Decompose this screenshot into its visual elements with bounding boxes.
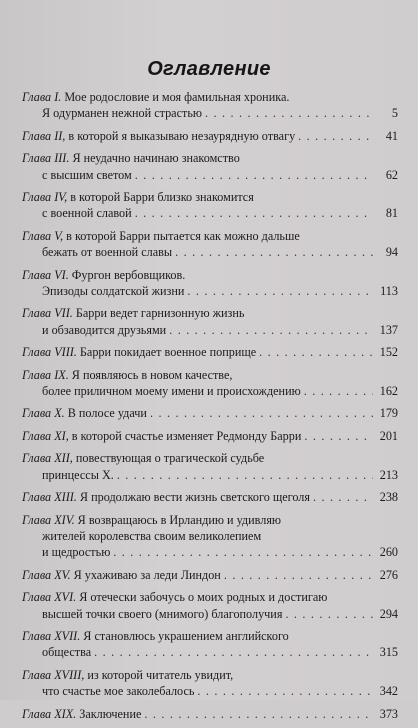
toc-entry <box>22 405 398 421</box>
toc-entry-line <box>22 89 398 105</box>
chapter-label: Глава VII. <box>22 306 73 321</box>
page-number: 342 <box>379 684 398 699</box>
chapter-label: Глава XI, <box>22 428 69 443</box>
toc-entry-last-line <box>22 205 398 221</box>
page-title: Оглавление <box>147 58 271 80</box>
toc-entry-text <box>42 322 166 338</box>
page-number: 152 <box>379 345 398 360</box>
chapter-title-text: что счастье мое заколебалось <box>42 684 195 699</box>
chapter-label: Глава XII, <box>22 451 73 466</box>
chapter-label: Глава V, <box>22 228 64 243</box>
toc-entry-last-line <box>22 344 398 360</box>
toc-entry-text <box>22 668 233 682</box>
toc-entry <box>22 305 398 338</box>
chapter-title-text: принцессы Х. <box>42 467 114 482</box>
toc-entry-line <box>22 667 398 683</box>
dot-leader <box>94 644 373 660</box>
page-number: 137 <box>379 322 398 337</box>
page-number: 5 <box>391 106 398 121</box>
chapter-title-text: из которой читатель увидит, <box>87 667 234 682</box>
toc-entry-last-line <box>22 683 398 699</box>
toc-entry-text <box>22 489 310 505</box>
toc-entry-line <box>22 150 398 166</box>
toc-entry-last-line <box>22 428 398 444</box>
toc-entry-text <box>22 368 232 382</box>
toc-entry-text <box>22 405 147 421</box>
chapter-title-text: в которой счастье изменяет Редмонду Барри <box>71 428 302 443</box>
toc-entry-line <box>22 228 398 244</box>
toc-entry-text <box>42 544 110 560</box>
toc-entry-last-line <box>22 283 398 299</box>
toc-entry <box>22 589 398 622</box>
chapter-title-text: Барри ведет гарнизонную жизнь <box>75 306 245 321</box>
dot-leader <box>187 283 373 299</box>
dot-leader <box>144 706 373 722</box>
chapter-label: Глава XVI. <box>22 590 77 605</box>
dot-leader <box>259 344 373 360</box>
chapter-title-text: Заключение <box>79 706 142 721</box>
chapter-title-text: Эпизоды солдатской жизни <box>42 283 185 298</box>
chapter-label: Глава IV, <box>22 190 68 205</box>
toc-entry-text <box>42 105 202 121</box>
toc-entry-last-line <box>22 405 398 421</box>
dot-leader <box>113 544 373 560</box>
dot-leader <box>135 167 373 183</box>
page-number: 113 <box>380 283 398 298</box>
toc-entry-text <box>22 151 240 165</box>
toc-entry <box>22 667 398 700</box>
page-number: 179 <box>379 406 398 421</box>
table-of-contents <box>22 89 398 728</box>
page-number: 373 <box>379 706 398 721</box>
toc-entry-text <box>22 229 300 243</box>
toc-entry <box>22 267 398 300</box>
chapter-title-text: Барри покидает военное поприще <box>79 345 257 360</box>
toc-entry <box>22 228 398 261</box>
toc-entry <box>22 567 398 583</box>
toc-entry-text <box>22 567 221 583</box>
toc-entry-text <box>22 268 185 282</box>
toc-entry-text <box>42 606 282 622</box>
chapter-label: Глава XIII. <box>22 490 77 505</box>
toc-entry-last-line <box>22 606 398 622</box>
chapter-label: Глава III. <box>22 151 70 166</box>
toc-entry-last-line <box>22 644 398 660</box>
toc-entry <box>22 628 398 661</box>
toc-entry-last-line <box>22 567 398 583</box>
chapter-title-text: в которой я выказываю незаурядную отвагу <box>68 128 296 143</box>
chapter-title-text: В полосе удачи <box>67 406 147 421</box>
toc-entry-text <box>42 283 184 299</box>
dot-leader <box>135 205 373 221</box>
toc-entry-text <box>42 683 194 699</box>
chapter-title-text: с высшим светом <box>42 167 132 182</box>
toc-entry-text <box>42 644 91 660</box>
chapter-label: Глава II, <box>22 128 66 143</box>
chapter-title-text: с военной славой <box>42 206 132 221</box>
toc-entry-line <box>22 628 398 644</box>
toc-entry-text <box>42 244 172 260</box>
toc-entry <box>22 489 398 505</box>
page-number: 41 <box>385 128 398 143</box>
page-number: 315 <box>379 645 398 660</box>
toc-entry-text <box>22 706 141 722</box>
chapter-title-text: в которой Барри близко знакомится <box>70 190 254 205</box>
toc-entry <box>22 512 398 561</box>
toc-entry-text <box>42 167 132 183</box>
page-number: 81 <box>385 206 398 221</box>
chapter-title-text: повествующая о трагической судьбе <box>75 451 265 466</box>
page-number: 94 <box>385 245 398 260</box>
dot-leader <box>224 567 373 583</box>
chapter-title-text: Я неудачно начинаю знакомство <box>72 151 240 166</box>
dot-leader <box>205 105 373 121</box>
toc-entry-line <box>22 189 398 205</box>
toc-entry-text <box>22 344 256 360</box>
chapter-label: Глава XIV. <box>22 512 75 527</box>
toc-entry-line <box>22 267 398 283</box>
toc-entry-line <box>22 528 398 544</box>
chapter-title-text: жителей королевства своим великолепием <box>42 528 262 543</box>
toc-entry-last-line <box>22 244 398 260</box>
chapter-title-text: Я становлюсь украшением английского <box>83 629 289 644</box>
toc-entry-last-line <box>22 467 398 483</box>
chapter-title-text: Я возвращаюсь в Ирландию и удивляю <box>77 512 282 527</box>
chapter-title-text: и щедростью <box>42 545 111 560</box>
chapter-label: Глава XV. <box>22 567 71 582</box>
dot-leader <box>285 606 373 622</box>
dot-leader <box>197 683 373 699</box>
toc-entry-last-line <box>22 383 398 399</box>
dot-leader <box>169 322 373 338</box>
toc-entry <box>22 706 398 722</box>
toc-entry <box>22 367 398 400</box>
toc-entry-text <box>42 205 132 221</box>
toc-entry-text <box>22 590 327 604</box>
dot-leader <box>304 383 373 399</box>
toc-entry-text <box>22 128 295 144</box>
chapter-label: Глава XIX. <box>22 706 77 721</box>
toc-entry-last-line <box>22 544 398 560</box>
toc-entry-text <box>22 513 281 527</box>
chapter-label: Глава I. <box>22 90 62 104</box>
toc-entry <box>22 450 398 483</box>
toc-entry-last-line <box>22 322 398 338</box>
toc-entry-text <box>22 451 264 465</box>
chapter-title-text: общества <box>42 645 92 660</box>
dot-leader <box>175 244 373 260</box>
toc-entry-text <box>22 428 301 444</box>
toc-entry-text <box>22 90 289 104</box>
page-number: 260 <box>379 545 398 560</box>
chapter-title-text: Я продолжаю вести жизнь светского щеголя <box>79 490 310 505</box>
page-number: 62 <box>385 167 398 182</box>
toc-entry-text <box>42 467 114 483</box>
chapter-label: Глава IX. <box>22 367 69 382</box>
page-number: 213 <box>379 467 398 482</box>
toc-entry-text <box>22 190 254 204</box>
chapter-title-text: высшей точки своего (мнимого) благополучия <box>42 606 283 621</box>
toc-entry-line <box>22 512 398 528</box>
toc-entry-last-line <box>22 167 398 183</box>
chapter-title-text: Я появляюсь в новом качестве, <box>71 367 233 382</box>
toc-entry-text <box>22 306 244 320</box>
toc-entry-last-line <box>22 489 398 505</box>
chapter-title-text: Я одурманен нежной страстью <box>42 106 202 121</box>
toc-entry-text <box>42 529 261 543</box>
toc-entry-line <box>22 367 398 383</box>
dot-leader <box>298 128 373 144</box>
toc-entry-text <box>42 383 301 399</box>
chapter-title-text: Фургон вербовщиков. <box>71 267 186 282</box>
chapter-label: Глава X. <box>22 406 65 421</box>
toc-entry <box>22 344 398 360</box>
toc-entry-text <box>22 629 289 643</box>
chapter-title-text: Я отечески забочусь о моих родных и достигаю <box>79 590 328 605</box>
toc-entry-line <box>22 450 398 466</box>
toc-entry <box>22 189 398 222</box>
toc-entry <box>22 150 398 183</box>
page-number: 162 <box>379 383 398 398</box>
chapter-label: Глава VI. <box>22 267 69 282</box>
page-number: 201 <box>379 428 398 443</box>
toc-entry <box>22 89 398 122</box>
chapter-label: Глава XVIII, <box>22 667 85 682</box>
chapter-title-text: Я ухаживаю за леди Линдон <box>73 567 221 582</box>
chapter-title-text: бежать от военной славы <box>42 245 173 260</box>
page-number: 276 <box>379 567 398 582</box>
toc-entry-line <box>22 305 398 321</box>
chapter-label: Глава XVII. <box>22 629 81 644</box>
dot-leader <box>304 428 373 444</box>
dot-leader <box>150 405 373 421</box>
chapter-title-text: Мое родословие и моя фамильная хроника. <box>64 90 290 104</box>
toc-entry-line <box>22 589 398 605</box>
toc-entry-last-line <box>22 128 398 144</box>
dot-leader <box>313 489 373 505</box>
toc-entry-last-line <box>22 706 398 722</box>
chapter-title-text: и обзаводится друзьями <box>42 322 167 337</box>
chapter-title-text: более приличном моему имени и происхождению <box>42 383 301 398</box>
toc-entry <box>22 428 398 444</box>
chapter-title-text: в которой Барри пытается как можно дальше <box>66 228 300 243</box>
toc-entry-last-line <box>22 105 398 121</box>
toc-entry <box>22 128 398 144</box>
chapter-label: Глава VIII. <box>22 345 77 360</box>
dot-leader <box>117 467 373 483</box>
page-number: 294 <box>379 606 398 621</box>
page-number: 238 <box>379 490 398 505</box>
